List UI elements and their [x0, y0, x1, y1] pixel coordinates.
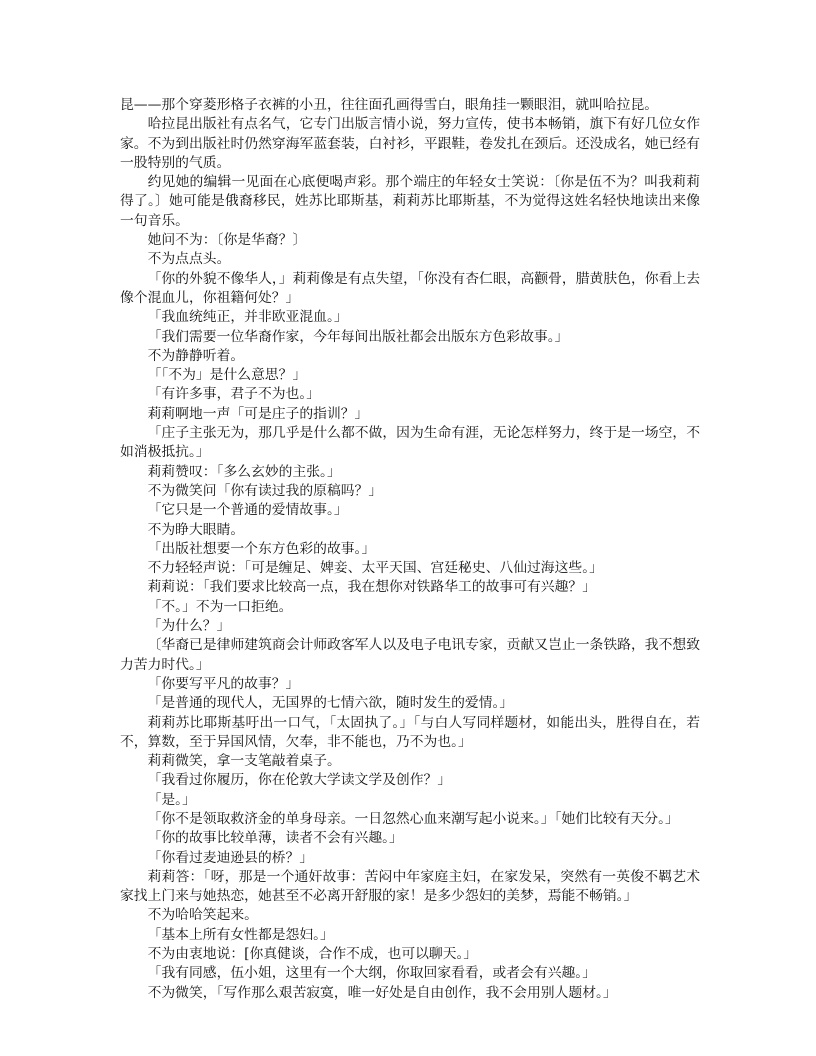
paragraph: 「你不是领取救济金的单身母亲。一日忽然心血来潮写起小说来。」「她们比较有天分。」 — [147, 810, 679, 827]
document-page — [120, 96, 700, 1003]
paragraph: 哈拉昆出版社有点名气，它专门出版言情小说，努力宣传，使书本畅销，旗下有好几位女作家。不为到出版社时仍然穿海军蓝套装，白衬衫，平跟鞋，卷发扎在颈后。还没成名，她已经有一股特别的气质。 — [120, 116, 700, 171]
paragraph: 「你的故事比较单薄，读者不会有兴趣。」 — [147, 830, 403, 847]
paragraph: 「是普通的现代人，无国界的七情六欲，随时发生的爱情。」 — [147, 695, 514, 712]
paragraph: 「我们需要一位华裔作家，今年每间出版社都会出版东方色彩故事。」 — [147, 328, 569, 345]
paragraph: 「出版社想要一个东方色彩的故事。」 — [147, 540, 376, 557]
paragraph: 莉莉说：「我们要求比较高一点，我在想你对铁路华工的故事可有兴趣？」 — [147, 579, 596, 596]
paragraph: 「你的外貌不像华人，」莉莉像是有点失望，「你没有杏仁眼，高颧骨，腊黄肤色，你看上去像个混血儿，你祖籍何处？」 — [120, 270, 700, 306]
paragraph: 她问不为：〔你是华裔？〕 — [147, 232, 307, 249]
paragraph: 「我血统纯正，并非欧亚混血。」 — [147, 309, 348, 326]
paragraph: 「为什么？」 — [147, 618, 231, 635]
paragraph: 不为微笑，「写作那么艰苦寂寞，唯一好处是自由创作，我不会用别人题材。」 — [147, 984, 617, 1001]
paragraph: 「有许多事，君子不为也。」 — [147, 386, 321, 403]
paragraph: 约见她的编辑一见面在心底便喝声彩。那个端庄的年轻女士笑说：〔你是伍不为？叫我莉莉得了。〕她可能是俄裔移民，姓苏比耶斯基，莉莉苏比耶斯基，不为觉得这姓名轻快地读出来像一句音乐。 — [120, 174, 700, 229]
paragraph: 莉莉啊地一声「可是庄子的指训？」 — [147, 405, 369, 422]
paragraph: 不为哈哈笑起来。 — [147, 907, 258, 924]
paragraph: 不为由衷地说：[你真健谈，合作不成，也可以聊天。」 — [147, 946, 478, 963]
paragraph: 不为静静听着。 — [147, 347, 245, 364]
paragraph: 「它只是一个普通的爱情故事。」 — [147, 502, 348, 519]
paragraph: 不为睁大眼睛。 — [147, 521, 245, 538]
paragraph: 昆——那个穿菱形格子衣裤的小丑，往往面孔画得雪白，眼角挂一颗眼泪，就叫哈拉昆。 — [120, 97, 659, 113]
paragraph: 莉莉赞叹：「多么玄妙的主张。」 — [147, 463, 341, 480]
paragraph: 「「不为」是什么意思？」 — [147, 367, 307, 384]
paragraph: 不为点点头。 — [147, 251, 231, 268]
paragraph: 莉莉微笑，拿一支笔敲着桌子。 — [147, 753, 341, 770]
paragraph: 「我看过你履历，你在伦敦大学读文学及创作？」 — [147, 772, 452, 789]
paragraph: 「庄子主张无为，那几乎是什么都不做，因为生命有涯，无论怎样努力，终于是一场空，不如消极抵抗。」 — [120, 425, 700, 461]
paragraph: 〔华裔已是律师建筑商会计师政客军人以及电子电讯专家，贡献又岂止一条铁路，我不想致力苦力时代。」 — [120, 637, 700, 673]
paragraph: 莉莉答：「呀，那是一个通奸故事：苦闷中年家庭主妇，在家发呆，突然有一英俊不羁艺术家找上门来与她热恋，她甚至不必离开舒服的家！是多少怨妇的美梦，焉能不畅销。」 — [120, 868, 700, 905]
paragraph: 「我有同感，伍小姐，这里有一个大纲，你取回家看看，或者会有兴趣。」 — [147, 965, 596, 982]
paragraph: 莉莉苏比耶斯基吁出一口气，「太固执了。」「与白人写同样题材，如能出头，胜得自在，若不，算数，至于异国风情，欠奉，非不能也，乃不为也。」 — [120, 714, 700, 750]
paragraph: 「你看过麦迪逊县的桥？」 — [147, 849, 314, 866]
paragraph: 不为微笑问「你有读过我的原稿吗？」 — [147, 482, 383, 499]
paragraph: 「你要写平凡的故事？」 — [147, 675, 300, 692]
paragraph: 「基本上所有女性都是怨妇。」 — [147, 926, 334, 943]
paragraph: 不力轻轻声说：「可是缠足、婢妾、太平天国、宫廷秘史、八仙过海这些。」 — [147, 560, 603, 577]
paragraph: 「不。」不为一口拒绝。 — [147, 598, 293, 615]
paragraph: 「是。」 — [147, 791, 196, 808]
